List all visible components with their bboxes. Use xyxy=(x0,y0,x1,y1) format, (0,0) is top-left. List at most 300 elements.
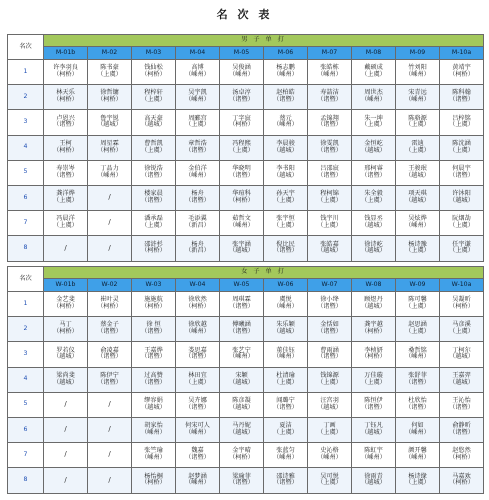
empty-slot-mark: / xyxy=(64,475,67,484)
men-player-cell xyxy=(308,135,352,160)
player-name: 杜清瑜 xyxy=(276,371,295,379)
player-name: 蔡金子 xyxy=(100,321,119,329)
player-name: 邵诗雅 xyxy=(276,472,295,480)
player-name: 张宇涵 xyxy=(232,240,251,248)
women-player-cell xyxy=(88,443,132,468)
player-name: 魏嘉 xyxy=(191,447,204,455)
women-rank-row xyxy=(8,392,484,417)
player-name: 黄靖宇 xyxy=(452,64,471,72)
player-city: （上虞） xyxy=(53,222,78,230)
empty-slot-mark: / xyxy=(64,425,67,434)
women-event-banner: 女 子 单 打 xyxy=(44,267,484,279)
men-group-code: M-10a xyxy=(440,47,484,60)
women-rank-number: 4 xyxy=(8,367,44,392)
player-name: 虞悦 xyxy=(279,296,292,304)
men-codes-row xyxy=(8,47,484,60)
player-city: （诸暨） xyxy=(273,247,298,255)
player-city: （诸暨） xyxy=(141,171,166,179)
women-group-code: W-06 xyxy=(264,279,308,292)
women-player-cell xyxy=(44,392,88,417)
player-name: 陈虹宇 xyxy=(364,447,383,455)
player-city: （柯桥） xyxy=(141,71,166,79)
women-player-cell xyxy=(132,468,176,493)
player-name: 鲁宇锐 xyxy=(100,114,119,122)
player-city: （上虞） xyxy=(317,197,342,205)
women-player-cell xyxy=(396,292,440,317)
women-player-cell xyxy=(264,317,308,342)
women-player-cell xyxy=(44,342,88,367)
women-player-cell xyxy=(352,443,396,468)
player-city: （嵊州） xyxy=(405,429,430,437)
player-city: （诸暨） xyxy=(273,479,298,487)
player-name: 陈书豪 xyxy=(100,64,119,72)
women-player-cell xyxy=(88,417,132,442)
empty-slot-mark: / xyxy=(108,399,111,408)
player-city: （上虞） xyxy=(405,328,430,336)
women-group-code: W-02 xyxy=(88,279,132,292)
player-name: 杨舟 xyxy=(191,240,204,248)
men-player-cell xyxy=(88,160,132,185)
player-city: （诸暨） xyxy=(97,378,122,386)
player-name: 傅曦涵 xyxy=(232,321,251,329)
player-name: 胡家怡 xyxy=(144,422,163,430)
player-city: （上虞） xyxy=(317,378,342,386)
player-name: 章哲浩 xyxy=(188,139,207,147)
women-player-cell xyxy=(176,292,220,317)
player-city: （越城） xyxy=(361,303,386,311)
women-rank-row xyxy=(8,417,484,442)
men-rank-header: 名次 xyxy=(8,35,44,60)
player-name: 丁柯尔 xyxy=(452,346,471,354)
women-player-cell xyxy=(264,443,308,468)
player-name: 金恬如 xyxy=(320,321,339,329)
player-name: 俞凌嘉 xyxy=(100,346,119,354)
women-player-cell xyxy=(176,468,220,493)
player-name: 梁瑜菲 xyxy=(232,472,251,480)
men-group-code: M-02 xyxy=(88,47,132,60)
men-rank-row xyxy=(8,85,484,110)
men-player-cell xyxy=(352,236,396,261)
player-city: （柯桥） xyxy=(229,197,254,205)
women-rank-number: 6 xyxy=(8,417,44,442)
player-city: （上虞） xyxy=(405,121,430,129)
player-name: 华晓明 xyxy=(232,165,251,173)
women-player-cell xyxy=(396,367,440,392)
women-player-cell xyxy=(44,367,88,392)
player-city: （嵊州） xyxy=(229,71,254,79)
player-name: 任宇谦 xyxy=(452,240,471,248)
men-player-cell xyxy=(440,60,484,85)
men-player-cell xyxy=(88,135,132,160)
player-city: （柯桥） xyxy=(53,146,78,154)
player-name: 梁尚斐 xyxy=(56,371,75,379)
women-player-cell xyxy=(308,367,352,392)
men-player-cell xyxy=(264,110,308,135)
player-name: 丁品力 xyxy=(100,165,119,173)
player-name: 马丁 xyxy=(59,321,72,329)
men-player-cell xyxy=(220,211,264,236)
men-player-cell xyxy=(44,185,88,210)
player-city: （嵊州） xyxy=(405,454,430,462)
player-name: 周郦宫 xyxy=(188,114,207,122)
player-city: （柯桥） xyxy=(141,479,166,487)
men-player-cell xyxy=(132,236,176,261)
women-player-cell xyxy=(396,417,440,442)
men-player-cell xyxy=(176,160,220,185)
women-player-cell xyxy=(220,367,264,392)
men-player-cell xyxy=(220,160,264,185)
men-player-cell xyxy=(220,236,264,261)
women-rank-row xyxy=(8,317,484,342)
empty-slot-mark: / xyxy=(108,450,111,459)
men-player-cell xyxy=(264,211,308,236)
empty-slot-mark: / xyxy=(108,243,111,252)
men-player-cell xyxy=(44,85,88,110)
player-city: （越城） xyxy=(53,353,78,361)
men-player-cell xyxy=(440,135,484,160)
player-name: 马嘉欢 xyxy=(452,472,471,480)
player-name: 卢恩兴 xyxy=(56,114,75,122)
player-name: 吴可悦 xyxy=(320,472,339,480)
women-player-cell xyxy=(176,417,220,442)
player-city: （上虞） xyxy=(361,121,386,129)
men-group-code: M-05 xyxy=(220,47,264,60)
player-name: 李桢妍 xyxy=(364,346,383,354)
player-city: （上虞） xyxy=(53,197,78,205)
player-name: 杜欣怡 xyxy=(408,397,427,405)
player-city: （诸暨） xyxy=(97,328,122,336)
women-player-cell xyxy=(264,468,308,493)
player-name: 张宇恒 xyxy=(276,215,295,223)
player-city: （诸暨） xyxy=(141,328,166,336)
men-rank-number: 2 xyxy=(8,85,44,110)
player-city: （嵊州） xyxy=(317,71,342,79)
women-player-cell xyxy=(88,367,132,392)
men-player-cell xyxy=(132,110,176,135)
men-player-cell xyxy=(308,85,352,110)
women-player-cell xyxy=(44,292,88,317)
player-city: （上虞） xyxy=(317,429,342,437)
player-city: （上虞） xyxy=(141,96,166,104)
player-city: （诸暨） xyxy=(273,403,298,411)
women-player-cell xyxy=(176,342,220,367)
men-player-cell xyxy=(396,185,440,210)
player-name: 何如 xyxy=(411,422,424,430)
player-name: 万佳璇 xyxy=(364,371,383,379)
player-city: （嵊州） xyxy=(97,171,122,179)
player-city: （柯桥） xyxy=(361,328,386,336)
men-player-cell xyxy=(396,135,440,160)
player-city: （柯桥） xyxy=(449,71,474,79)
player-name: 徐欣越 xyxy=(188,321,207,329)
women-player-cell xyxy=(264,292,308,317)
player-city: （诸暨） xyxy=(317,303,342,311)
player-name: 过高赞 xyxy=(144,371,163,379)
player-city: （上虞） xyxy=(449,247,474,255)
women-rank-number: 3 xyxy=(8,342,44,367)
women-codes-row xyxy=(8,279,484,292)
women-player-cell xyxy=(88,317,132,342)
player-city: （上虞） xyxy=(361,197,386,205)
player-name: 闻璐宁 xyxy=(276,397,295,405)
player-city: （诸暨） xyxy=(317,328,342,336)
player-city: （诸暨） xyxy=(229,171,254,179)
women-player-cell xyxy=(132,292,176,317)
player-city: （越城） xyxy=(361,429,386,437)
player-name: 龚宇越 xyxy=(364,321,383,329)
women-player-cell xyxy=(220,443,264,468)
player-name: 孟锦翔 xyxy=(320,114,339,122)
player-city: （嵊州） xyxy=(185,171,210,179)
player-name: 金伯洋 xyxy=(188,165,207,173)
player-name: 林田宜 xyxy=(188,371,207,379)
player-name: 娄思嘉 xyxy=(188,346,207,354)
player-name: 李书阳 xyxy=(276,165,295,173)
women-player-cell xyxy=(440,468,484,493)
player-city: （嵊州） xyxy=(185,328,210,336)
player-city: （上虞） xyxy=(405,146,430,154)
women-player-cell xyxy=(440,417,484,442)
player-name: 董佳钰 xyxy=(276,346,295,354)
women-player-cell xyxy=(132,317,176,342)
women-rank-header: 名次 xyxy=(8,267,44,292)
player-city: （上虞） xyxy=(449,328,474,336)
player-name: 徐雨青 xyxy=(364,472,383,480)
men-player-cell xyxy=(264,135,308,160)
men-player-cell xyxy=(308,236,352,261)
player-name: 陈可馨 xyxy=(408,296,427,304)
player-city: （嵊州） xyxy=(141,454,166,462)
player-name: 邵浒杉 xyxy=(144,240,163,248)
player-name: 王柯 xyxy=(59,139,72,147)
player-name: 陈骆源 xyxy=(408,114,427,122)
player-city: （越城） xyxy=(449,353,474,361)
men-player-cell xyxy=(220,85,264,110)
player-city: （柯桥） xyxy=(53,71,78,79)
player-city: （嵊州） xyxy=(185,96,210,104)
player-city: （诸暨） xyxy=(273,96,298,104)
women-player-cell xyxy=(176,317,220,342)
player-name: 吴炫烨 xyxy=(408,215,427,223)
player-city: （越城） xyxy=(273,146,298,154)
player-city: （上虞） xyxy=(361,378,386,386)
men-player-cell xyxy=(352,135,396,160)
women-player-cell xyxy=(352,392,396,417)
player-city: （诸暨） xyxy=(317,96,342,104)
player-city: （上虞） xyxy=(141,146,166,154)
player-city: （上虞） xyxy=(317,222,342,230)
women-player-cell xyxy=(220,317,264,342)
player-city: （越城） xyxy=(361,247,386,255)
player-city: （新昌） xyxy=(185,222,210,230)
player-name: 曹雨涵 xyxy=(320,346,339,354)
men-player-cell xyxy=(308,110,352,135)
player-name: 冯程熙 xyxy=(232,139,251,147)
player-city: （柯桥） xyxy=(449,454,474,462)
player-name: 朱乐颖 xyxy=(276,321,295,329)
women-rank-row xyxy=(8,367,484,392)
women-player-cell xyxy=(440,342,484,367)
men-player-cell xyxy=(132,211,176,236)
player-name: 楼家晨 xyxy=(144,190,163,198)
player-name: 汪宫羽 xyxy=(320,397,339,405)
player-name: 吴凝昕 xyxy=(452,296,471,304)
women-player-cell xyxy=(88,292,132,317)
page-title: 名 次 表 xyxy=(216,8,273,21)
player-name: 施施航 xyxy=(144,296,163,304)
player-city: （越城） xyxy=(361,146,386,154)
player-name: 陈彦凝 xyxy=(232,397,251,405)
men-singles-table xyxy=(7,34,484,262)
player-city: （上虞） xyxy=(405,247,430,255)
player-name: 张皓嘉 xyxy=(320,240,339,248)
men-player-cell xyxy=(440,85,484,110)
men-player-cell xyxy=(88,236,132,261)
player-city: （诸暨） xyxy=(141,197,166,205)
player-name: 杨舟 xyxy=(191,190,204,198)
men-player-cell xyxy=(176,110,220,135)
player-name: 何晨宇 xyxy=(452,165,471,173)
player-city: （诸暨） xyxy=(53,121,78,129)
player-name: 龚洋烨 xyxy=(56,190,75,198)
player-city: （嵊州） xyxy=(405,353,430,361)
men-player-cell xyxy=(176,185,220,210)
player-city: （柯桥） xyxy=(141,247,166,255)
men-player-cell xyxy=(440,236,484,261)
player-city: （嵊州） xyxy=(273,71,298,79)
player-name: 徐雯凯 xyxy=(320,139,339,147)
women-player-cell xyxy=(396,468,440,493)
women-group-code: W-04 xyxy=(176,279,220,292)
men-rank-row xyxy=(8,211,484,236)
women-rank-row xyxy=(8,342,484,367)
women-group-code: W-05 xyxy=(220,279,264,292)
player-city: （越城） xyxy=(405,171,430,179)
player-city: （越城） xyxy=(449,378,474,386)
player-city: （上虞） xyxy=(449,222,474,230)
women-player-cell xyxy=(440,392,484,417)
player-name: 赵悠然 xyxy=(452,447,471,455)
men-player-cell xyxy=(352,211,396,236)
player-name: 桑哲铭 xyxy=(408,346,427,354)
women-player-cell xyxy=(220,342,264,367)
player-city: （诸暨） xyxy=(185,403,210,411)
women-player-cell xyxy=(264,342,308,367)
men-player-cell xyxy=(220,110,264,135)
player-city: （柯桥） xyxy=(53,96,78,104)
women-player-cell xyxy=(352,317,396,342)
player-name: 张蓝匀 xyxy=(276,447,295,455)
player-city: （诸暨） xyxy=(185,353,210,361)
player-name: 马丹妮 xyxy=(232,422,251,430)
women-player-cell xyxy=(396,342,440,367)
player-city: （柯桥） xyxy=(185,303,210,311)
player-city: （上虞） xyxy=(405,303,430,311)
women-player-cell xyxy=(44,317,88,342)
player-name: 赵思涵 xyxy=(408,321,427,329)
player-name: 金宇晴 xyxy=(232,447,251,455)
women-player-cell xyxy=(264,392,308,417)
player-city: （越城） xyxy=(449,197,474,205)
player-name: 寿喆洁 xyxy=(320,89,339,97)
player-city: （越城） xyxy=(361,222,386,230)
player-name: 陈伊宁 xyxy=(100,371,119,379)
women-player-cell xyxy=(396,392,440,417)
player-city: （诸暨） xyxy=(361,171,386,179)
player-city: （柯桥） xyxy=(361,353,386,361)
player-city: （越城） xyxy=(317,247,342,255)
men-player-cell xyxy=(440,185,484,210)
men-group-code: M-03 xyxy=(132,47,176,60)
player-city: （嵊州） xyxy=(273,353,298,361)
men-player-cell xyxy=(220,60,264,85)
player-name: 丁画 xyxy=(323,422,336,430)
player-city: （嵊州） xyxy=(229,353,254,361)
women-group-code: W-09 xyxy=(396,279,440,292)
player-name: 俞静昕 xyxy=(452,422,471,430)
player-name: 钱锦源 xyxy=(320,371,339,379)
player-name: 吴俊涵 xyxy=(232,64,251,72)
men-group-code: M-09 xyxy=(396,47,440,60)
player-city: （嵊州） xyxy=(405,222,430,230)
player-city: （越城） xyxy=(141,403,166,411)
player-city: （诸暨） xyxy=(185,146,210,154)
player-name: 徐小绛 xyxy=(320,296,339,304)
player-name: 冯晨洋 xyxy=(56,215,75,223)
player-city: （诸暨） xyxy=(229,328,254,336)
women-player-cell xyxy=(264,417,308,442)
player-name: 竹刘阳 xyxy=(408,64,427,72)
player-name: 罗若仪 xyxy=(56,346,75,354)
player-city: （越城） xyxy=(229,403,254,411)
player-city: （嵊州） xyxy=(185,71,210,79)
player-name: 丁钰凡 xyxy=(364,422,383,430)
men-player-cell xyxy=(308,60,352,85)
men-player-cell xyxy=(440,211,484,236)
women-group-code: W-01b xyxy=(44,279,88,292)
women-rank-number: 1 xyxy=(8,292,44,317)
player-city: （嵊州） xyxy=(361,96,386,104)
player-name: 张竺瑜 xyxy=(144,447,163,455)
women-player-cell xyxy=(44,417,88,442)
player-name: 钱宇川 xyxy=(320,215,339,223)
player-city: （诸暨） xyxy=(229,479,254,487)
men-player-cell xyxy=(352,60,396,85)
player-name: 吕梓铭 xyxy=(452,114,471,122)
women-player-cell xyxy=(176,443,220,468)
men-player-cell xyxy=(44,211,88,236)
men-player-cell xyxy=(44,236,88,261)
player-city: （诸暨） xyxy=(185,197,210,205)
player-name: 王沁怡 xyxy=(452,397,471,405)
men-player-cell xyxy=(132,60,176,85)
player-city: （上虞） xyxy=(405,479,430,487)
player-name: 寿崇岑 xyxy=(56,165,75,173)
player-city: （越城） xyxy=(229,247,254,255)
women-rank-number: 5 xyxy=(8,392,44,417)
player-city: （越城） xyxy=(229,429,254,437)
player-city: （诸暨） xyxy=(317,121,342,129)
women-rank-row xyxy=(8,468,484,493)
player-name: 戴硕成 xyxy=(364,64,383,72)
women-player-cell xyxy=(220,468,264,493)
women-player-cell xyxy=(308,342,352,367)
men-player-cell xyxy=(264,160,308,185)
women-player-cell xyxy=(132,417,176,442)
player-city: （新昌） xyxy=(185,247,210,255)
player-name: 高博 xyxy=(191,64,204,72)
player-city: （柯桥） xyxy=(449,303,474,311)
